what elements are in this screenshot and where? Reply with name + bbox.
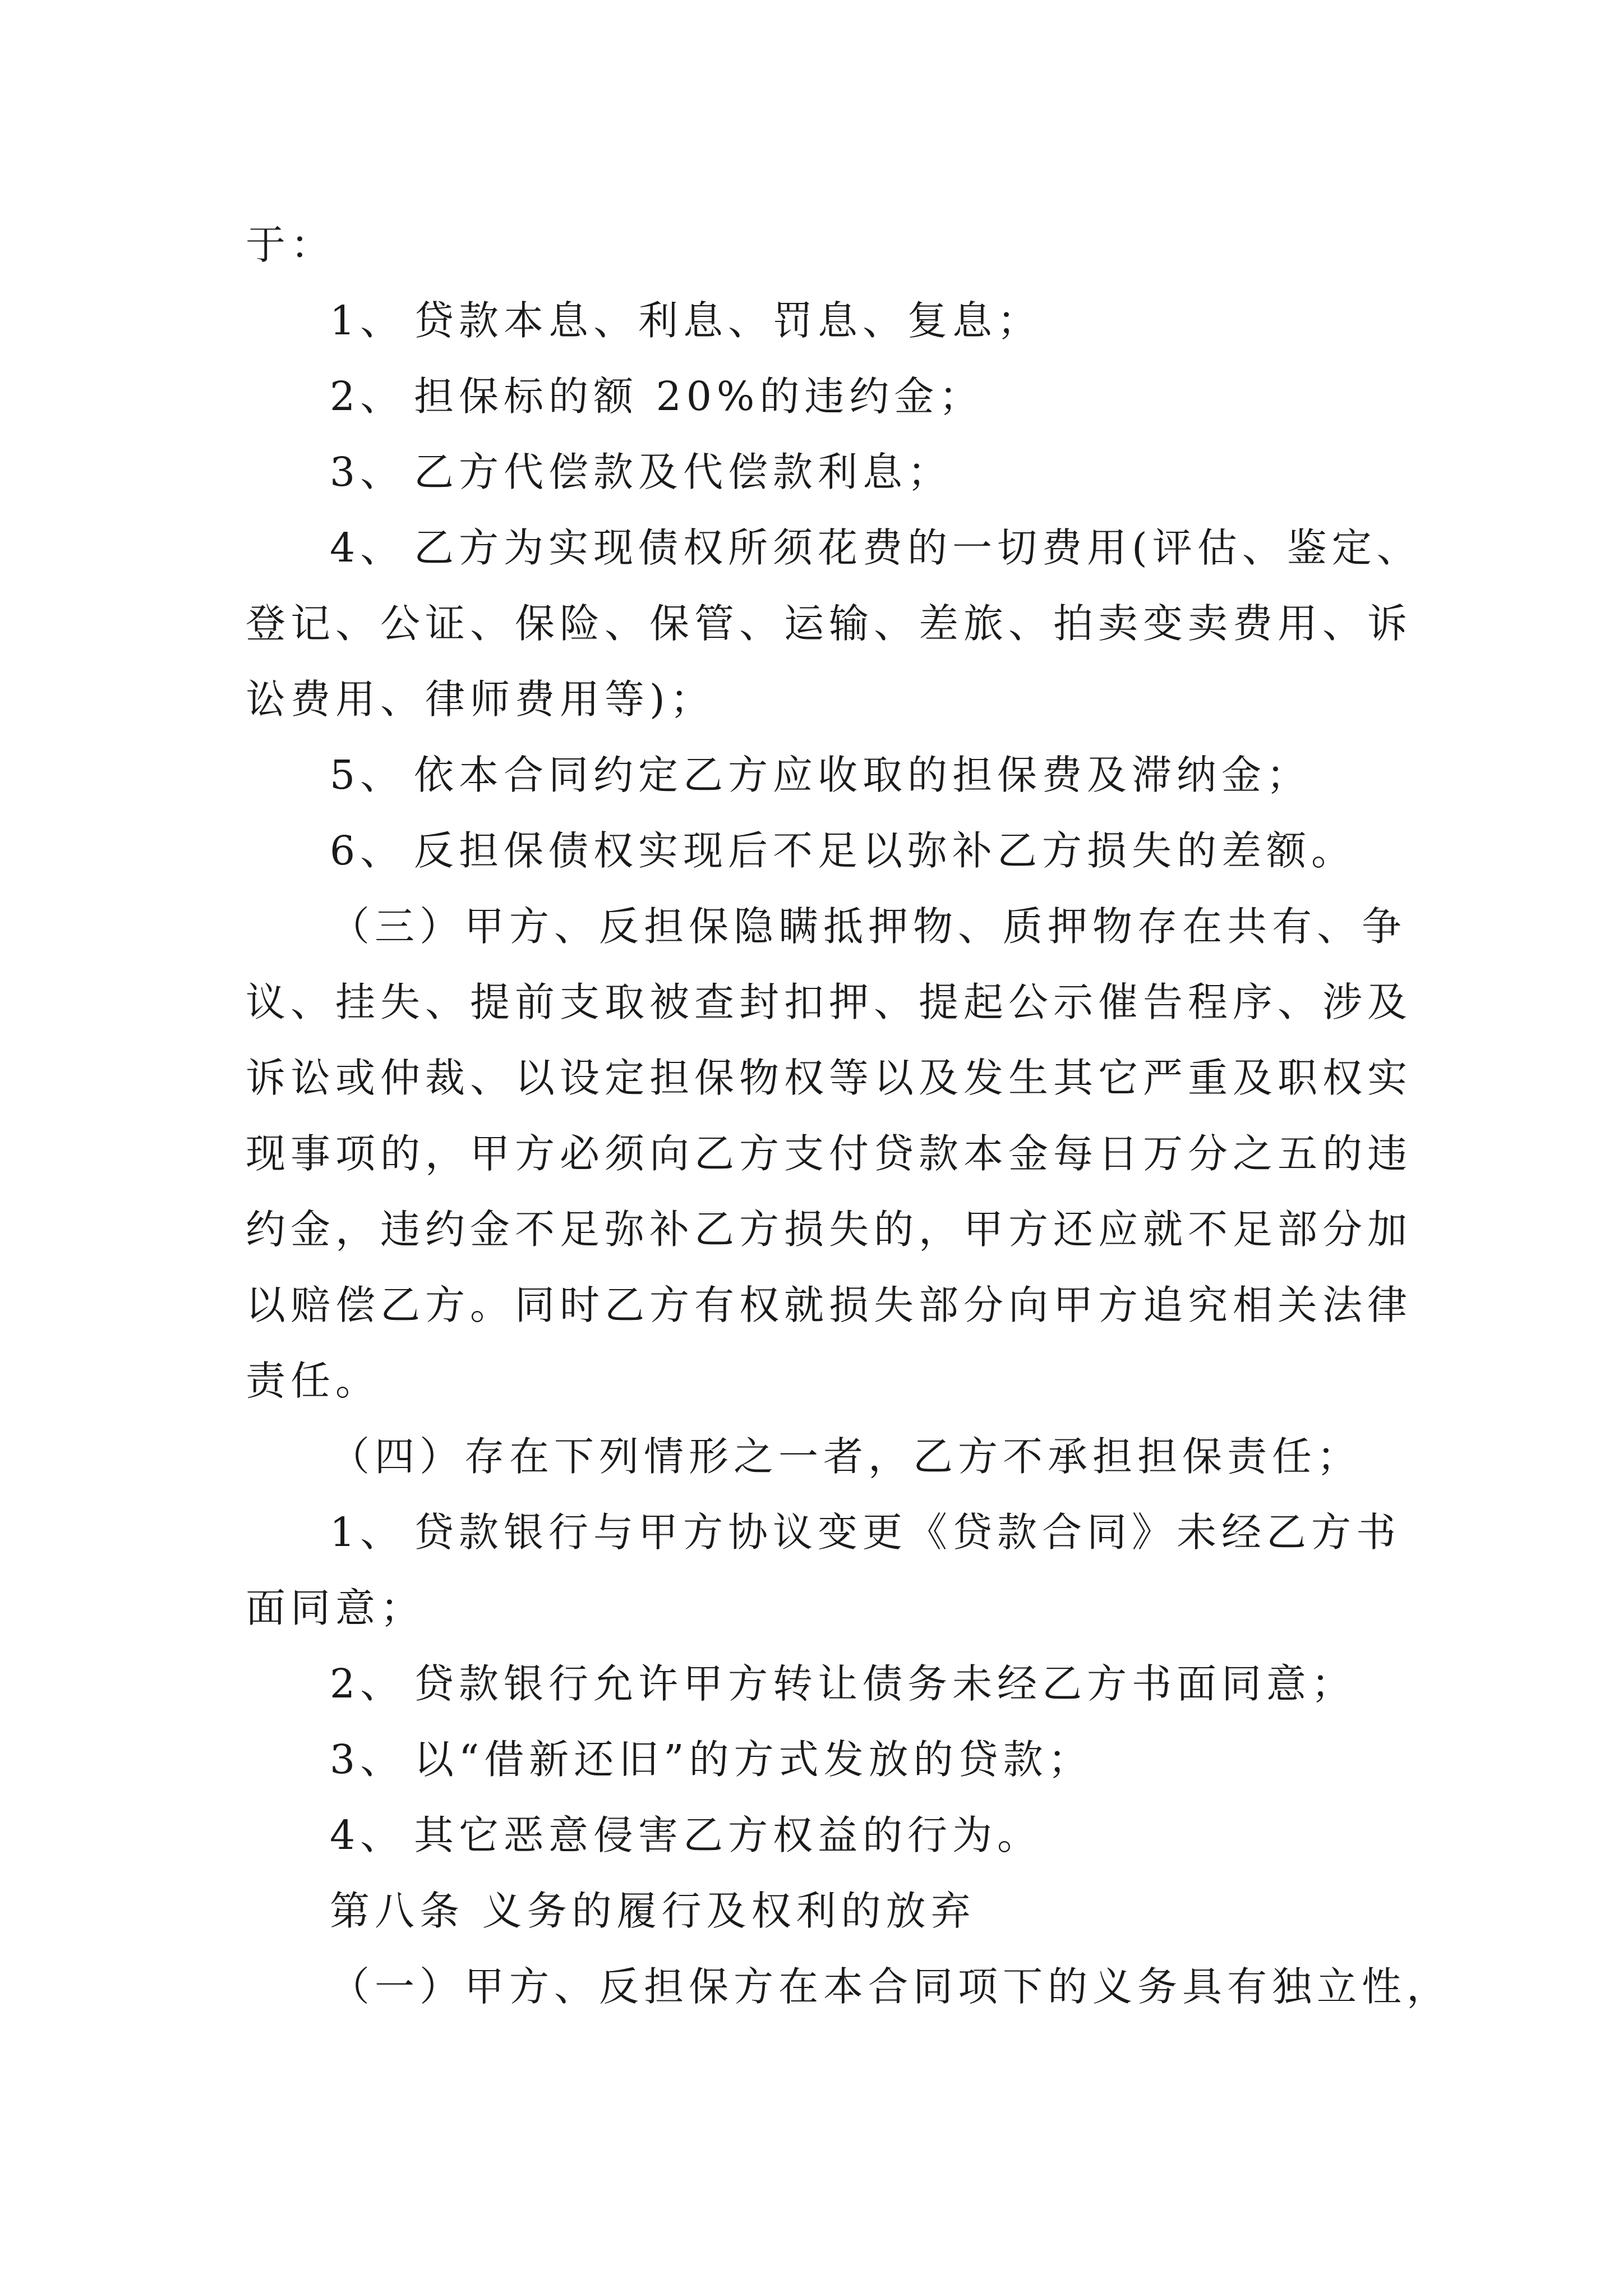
list-number: 3、 — [330, 1736, 405, 1783]
text-line-7: 讼费用、律师费用等)； — [246, 676, 715, 723]
text-line-14: 约金，违约金不足弥补乙方损失的，甲方还应就不足部分加 — [246, 1206, 1413, 1253]
text-line-11: 议、挂失、提前支取被查封扣押、提起公示催告程序、涉及 — [246, 979, 1413, 1025]
text-line-19: 面同意； — [246, 1585, 426, 1631]
list-number: 3、 — [330, 449, 405, 495]
list-item-1: 1、 贷款本息、利息、罚息、复息； — [330, 287, 1042, 355]
list-item-5: 5、 依本合同约定乙方应收取的担保费及滞纳金； — [330, 742, 1311, 809]
list-number: 4、 — [330, 524, 405, 571]
list-item-6: 6、 反担保债权实现后不足以弥补乙方损失的差额。 — [330, 817, 1356, 885]
text-line-13: 现事项的，甲方必须向乙方支付贷款本金每日万分之五的违 — [246, 1130, 1413, 1177]
text-line-12: 诉讼或仲裁、以设定担保物权等以及发生其它严重及职权实 — [246, 1055, 1413, 1101]
clause-one-heading: （一）甲方、反担保方在本合同项下的义务具有独立性， — [330, 1963, 1452, 2010]
list-item-2: 2、 贷款银行允许甲方转让债务未经乙方书面同意； — [330, 1650, 1356, 1718]
list-number: 2、 — [330, 1660, 405, 1707]
list-number: 5、 — [330, 752, 405, 798]
text-line-1: 于： — [246, 222, 336, 268]
list-item-3: 3、 乙方代偿款及代偿款利息； — [330, 439, 952, 506]
clause-four-heading: （四）存在下列情形之一者，乙方不承担担保责任； — [330, 1433, 1362, 1480]
article-eight-heading: 第八条 义务的履行及权利的放弃 — [330, 1888, 976, 1934]
list-item-2: 2、 担保标的额 20%的违约金； — [330, 363, 984, 430]
list-number: 1、 — [330, 1509, 405, 1556]
list-number: 2、 — [330, 373, 405, 420]
text-line-16: 责任。 — [246, 1358, 381, 1404]
list-item-1: 1、 贷款银行与甲方协议变更《贷款合同》未经乙方书 — [330, 1499, 1401, 1566]
list-number: 1、 — [330, 297, 405, 344]
list-item-4: 4、 乙方为实现债权所须花费的一切费用(评估、鉴定、 — [330, 514, 1422, 582]
list-item-3: 3、 以“借新还旧”的方式发放的贷款； — [330, 1726, 1093, 1793]
list-item-4: 4、 其它恶意侵害乙方权益的行为。 — [330, 1802, 1042, 1869]
text-line-6: 登记、公证、保险、保管、运输、差旅、拍卖变卖费用、诉 — [246, 600, 1413, 647]
list-number: 6、 — [330, 827, 405, 874]
text-line-15: 以赔偿乙方。同时乙方有权就损失部分向甲方追究相关法律 — [246, 1282, 1413, 1328]
clause-three-heading: （三）甲方、反担保隐瞒抵押物、质押物存在共有、争 — [330, 903, 1407, 950]
list-number: 4、 — [330, 1812, 405, 1858]
